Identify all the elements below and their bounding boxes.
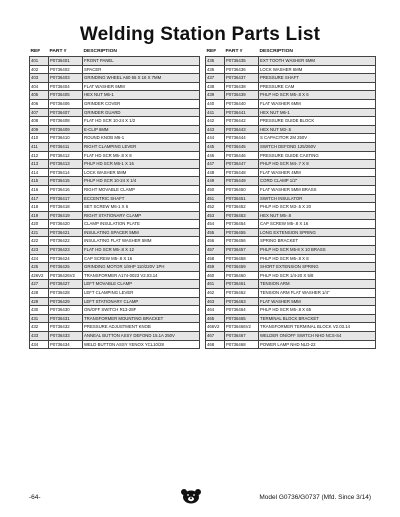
- ref-cell: 412: [30, 151, 49, 160]
- ref-cell: 443: [206, 125, 225, 134]
- description-cell: LEFT MOVABLE CLAMP: [83, 280, 200, 289]
- ref-cell: 463: [206, 297, 225, 306]
- ref-cell: 439: [206, 91, 225, 100]
- description-cell: LOCK WASHER 6MM: [259, 65, 376, 74]
- description-cell: LEFT CLAMPING LEVER: [83, 289, 200, 298]
- table-row: [30, 314, 200, 323]
- table-row: [206, 228, 376, 237]
- part-number-cell: P0736450: [225, 185, 259, 194]
- ref-cell: 408: [30, 117, 49, 126]
- ref-cell: 455: [206, 228, 225, 237]
- part-number-cell: P0736415: [49, 177, 83, 186]
- part-number-cell: P0736461: [225, 280, 259, 289]
- part-number-cell: P0736455: [225, 228, 259, 237]
- ref-cell: 468: [206, 340, 225, 349]
- table-row: [206, 254, 376, 263]
- part-number-cell: P0736440: [225, 99, 259, 108]
- ref-cell: 445: [206, 142, 225, 151]
- part-number-cell: P0736406: [49, 99, 83, 108]
- part-number-cell: P0736413: [49, 160, 83, 169]
- ref-cell: 423: [30, 246, 49, 255]
- description-cell: PHLP HD SCR 10-24 X 1/4: [83, 177, 200, 186]
- part-number-cell: P0736452: [225, 203, 259, 212]
- part-number-cell: P0736422: [49, 237, 83, 246]
- description-cell: INSULATING FLAT WASHER 5MM: [83, 237, 200, 246]
- description-cell: PHLP HD SCR 1/4-20 X 5/8: [259, 271, 376, 280]
- table-row: [30, 254, 200, 263]
- part-number-cell: P0736433: [49, 332, 83, 341]
- part-number-cell: P0736460: [225, 271, 259, 280]
- table-row: [206, 168, 376, 177]
- part-number-cell: P0736417: [49, 194, 83, 203]
- ref-cell: 414: [30, 168, 49, 177]
- table-row: [206, 211, 376, 220]
- description-cell: GRINDER GUARD: [83, 108, 200, 117]
- table-row: [206, 134, 376, 143]
- table-row: [30, 289, 200, 298]
- table-row: [206, 203, 376, 212]
- part-number-cell: P0736465: [225, 314, 259, 323]
- part-number-cell: P0736401: [49, 57, 83, 66]
- description-cell: SWITCH INSULATOR: [259, 194, 376, 203]
- ref-cell: 402: [30, 65, 49, 74]
- description-cell: GRINDING MOTOR 1/8HP 110/220V 1PH: [83, 263, 200, 272]
- description-cell: FLAT HD SCR M5-.8 X 12: [83, 246, 200, 255]
- part-number-cell: P0736423: [49, 246, 83, 255]
- part-number-cell: P0736463: [225, 297, 259, 306]
- part-number-cell: P0736419: [49, 211, 83, 220]
- ref-cell: 401: [30, 57, 49, 66]
- ref-cell: 464: [206, 306, 225, 315]
- ref-cell: 461: [206, 280, 225, 289]
- table-row: [30, 271, 200, 280]
- part-number-cell: P0736429: [49, 297, 83, 306]
- ref-cell: 420: [30, 220, 49, 229]
- ref-cell: 432: [30, 323, 49, 332]
- part-number-cell: P0736468: [225, 340, 259, 349]
- ref-cell: 427: [30, 280, 49, 289]
- part-number-cell: P0736408: [49, 117, 83, 126]
- table-row: [30, 306, 200, 315]
- description-cell: ANNEAL BUTTON ASSY DEFOND 15.1A 250V: [83, 332, 200, 341]
- part-number-cell: P0736437: [225, 74, 259, 83]
- table-row: [30, 82, 200, 91]
- footer-model: Model G0736/G0737 (Mfd. Since 3/14): [259, 494, 371, 501]
- description-cell: CAP SCREW M5-.8 X 16: [83, 254, 200, 263]
- description-cell: PHLP HD SCR M4-.7 X 8: [259, 160, 376, 169]
- part-number-cell: P0736456: [225, 237, 259, 246]
- table-row: [30, 160, 200, 169]
- description-cell: TERMINAL BLOCK BRACKET: [259, 314, 376, 323]
- part-number-cell: P0736454: [225, 220, 259, 229]
- part-number-cell: P0736428: [49, 289, 83, 298]
- ref-cell: 429: [30, 297, 49, 306]
- ref-cell: 438: [206, 82, 225, 91]
- description-cell: INSULATING SPACER 5MM: [83, 228, 200, 237]
- table-row: [30, 65, 200, 74]
- table-row: [206, 271, 376, 280]
- table-row: [30, 228, 200, 237]
- table-row: [30, 151, 200, 160]
- ref-cell: 447: [206, 160, 225, 169]
- description-cell: LONG EXTENSION SPRING: [259, 228, 376, 237]
- part-number-cell: P0736409: [49, 125, 83, 134]
- description-cell: TRANSFORMER A174-0023 V2.03.14: [83, 271, 200, 280]
- page-footer: [0, 488, 400, 504]
- table-row: [30, 323, 200, 332]
- ref-cell: 467: [206, 332, 225, 341]
- ref-cell: 403: [30, 74, 49, 83]
- ref-cell: 435: [206, 57, 225, 66]
- description-cell: FLAT WASHER 5MM: [259, 297, 376, 306]
- description-cell: ON/OFF SWITCH R13-28F: [83, 306, 200, 315]
- part-number-cell: P0736444: [225, 134, 259, 143]
- ref-column-header: REF: [30, 49, 41, 54]
- part-number-cell: P0736442: [225, 117, 259, 126]
- ref-cell: 456: [206, 237, 225, 246]
- ref-cell: 446: [206, 151, 225, 160]
- description-cell: HEX NUT M3-.5: [259, 125, 376, 134]
- table-row: [30, 263, 200, 272]
- table-row: [206, 125, 376, 134]
- ref-cell: 451: [206, 194, 225, 203]
- description-cell: SWITCH DEFOND 125/250V: [259, 142, 376, 151]
- description-cell: ECCENTRIC SHAFT: [83, 194, 200, 203]
- ref-cell: 434: [30, 340, 49, 349]
- table-row: [30, 332, 200, 341]
- ref-cell: 453: [206, 211, 225, 220]
- table-row: [30, 203, 200, 212]
- part-column-header: PART #: [225, 49, 243, 54]
- part-number-cell: P0736424: [49, 254, 83, 263]
- description-cell: FLAT WASHER 5MM BRASS: [259, 185, 376, 194]
- table-row: [206, 289, 376, 298]
- description-cell: S CAPACITOR 2M 250V: [259, 134, 376, 143]
- table-row: [206, 117, 376, 126]
- description-cell: GRINDER COVER: [83, 99, 200, 108]
- ref-cell: 405: [30, 91, 49, 100]
- description-cell: PRESSURE GUIDE BLOCK: [259, 117, 376, 126]
- part-number-cell: P0736446: [225, 151, 259, 160]
- ref-cell: 450: [206, 185, 225, 194]
- parts-tables: [29, 47, 374, 349]
- ref-cell: 457: [206, 246, 225, 255]
- part-number-cell: P0736467: [225, 332, 259, 341]
- table-row: [206, 323, 376, 332]
- description-cell: RIGHT STATIONARY CLAMP: [83, 211, 200, 220]
- table-row: [206, 177, 376, 186]
- ref-cell: 426V2: [30, 271, 49, 280]
- description-cell: CLAMP INSULATION PLATE: [83, 220, 200, 229]
- description-cell: LEFT STATIONARY CLAMP: [83, 297, 200, 306]
- table-row: [30, 91, 200, 100]
- table-row: [206, 332, 376, 341]
- table-row: [30, 340, 200, 349]
- table-row: [30, 237, 200, 246]
- part-number-cell: P0736445: [225, 142, 259, 151]
- description-cell: PHLP HD SCR M5-.8 X 8: [259, 254, 376, 263]
- table-row: [206, 297, 376, 306]
- description-cell: SET SCREW M6-1 X 6: [83, 203, 200, 212]
- ref-cell: 448: [206, 168, 225, 177]
- ref-cell: 424: [30, 254, 49, 263]
- description-cell: SPACER: [83, 65, 200, 74]
- description-cell: HEX NUT M6-1: [259, 108, 376, 117]
- table-row: [206, 237, 376, 246]
- description-cell: TENSION ARM FLAT WASHER 1/4": [259, 289, 376, 298]
- table-row: [30, 280, 200, 289]
- part-number-cell: P0736434: [49, 340, 83, 349]
- ref-cell: 442: [206, 117, 225, 126]
- ref-cell: 452: [206, 203, 225, 212]
- description-cell: ROUND KNOB M6-1: [83, 134, 200, 143]
- description-cell: FLAT HD SCR 10-24 X 1/2: [83, 117, 200, 126]
- description-cell: PHLP HD SCR M6-1 X 16: [83, 160, 200, 169]
- ref-cell: 425: [30, 263, 49, 272]
- description-column-header: DESCRIPTION: [83, 49, 117, 54]
- ref-cell: 458: [206, 254, 225, 263]
- table-row: [30, 177, 200, 186]
- part-number-cell: P0736438: [225, 82, 259, 91]
- ref-cell: 431: [30, 314, 49, 323]
- ref-cell: 407: [30, 108, 49, 117]
- table-row: [206, 99, 376, 108]
- ref-cell: 440: [206, 99, 225, 108]
- description-cell: HEX NUT M6-1: [83, 91, 200, 100]
- ref-cell: 465: [206, 314, 225, 323]
- ref-cell: 454: [206, 220, 225, 229]
- table-row: [30, 74, 200, 83]
- table-row: [30, 185, 200, 194]
- part-number-cell: P0736403: [49, 74, 83, 83]
- table-row: [30, 297, 200, 306]
- table-row: [206, 65, 376, 74]
- table-row: [206, 263, 376, 272]
- description-cell: FRONT PANEL: [83, 57, 200, 66]
- table-row: [30, 117, 200, 126]
- table-row: [30, 220, 200, 229]
- ref-cell: 449: [206, 177, 225, 186]
- part-number-cell: P0736404: [49, 82, 83, 91]
- part-number-cell: P0736436: [225, 65, 259, 74]
- table-row: [30, 168, 200, 177]
- description-cell: PHLP HD SCR M5-.8 X 65: [259, 306, 376, 315]
- part-number-cell: P0736426V2: [49, 271, 83, 280]
- parts-table-right-body: [206, 57, 376, 349]
- ref-cell: 436: [206, 65, 225, 74]
- description-cell: FLAT WASHER 6MM: [259, 99, 376, 108]
- table-row: [206, 57, 376, 66]
- description-cell: FLAT HD SCR M5-.8 X 8: [83, 151, 200, 160]
- table-row: [206, 142, 376, 151]
- part-number-cell: P0736447: [225, 160, 259, 169]
- part-number-cell: P0736418: [49, 203, 83, 212]
- description-cell: CAP SCREW M5-.8 X 16: [259, 220, 376, 229]
- ref-cell: 411: [30, 142, 49, 151]
- ref-cell: 410: [30, 134, 49, 143]
- description-cell: PHLP HD SCR M5-.8 X 6: [259, 91, 376, 100]
- description-cell: FLAT WASHER 6MM: [83, 82, 200, 91]
- ref-cell: 444: [206, 134, 225, 143]
- ref-cell: 433: [30, 332, 49, 341]
- table-row: [30, 99, 200, 108]
- ref-cell: 460: [206, 271, 225, 280]
- ref-cell: 459: [206, 263, 225, 272]
- ref-cell: 419: [30, 211, 49, 220]
- part-column-header: PART #: [49, 49, 67, 54]
- part-number-cell: P0736462: [225, 289, 259, 298]
- description-cell: PHLP HD SCR M5-8 X 10 BRASS: [259, 246, 376, 255]
- table-row: [30, 211, 200, 220]
- description-cell: EXT TOOTH WASHER 5MM: [259, 57, 376, 66]
- part-number-cell: P0736459: [225, 263, 259, 272]
- table-row: [206, 160, 376, 169]
- description-cell: SPRING BRACKET: [259, 237, 376, 246]
- description-cell: PRESSURE CAM: [259, 82, 376, 91]
- ref-cell: 404: [30, 82, 49, 91]
- ref-column-header: REF: [206, 49, 217, 54]
- description-cell: PRESSURE GUIDE CASTING: [259, 151, 376, 160]
- description-cell: E-CLIP 6MM: [83, 125, 200, 134]
- ref-cell: 441: [206, 108, 225, 117]
- part-number-cell: P0736430: [49, 306, 83, 315]
- part-number-cell: P0736414: [49, 168, 83, 177]
- ref-cell: 416: [30, 185, 49, 194]
- part-number-cell: P0736466V2: [225, 323, 259, 332]
- description-cell: PRESSURE SHAFT: [259, 74, 376, 83]
- description-cell: PRESSURE ADJUSTMENT KNOB: [83, 323, 200, 332]
- part-number-cell: P0736411: [49, 142, 83, 151]
- table-row: [206, 151, 376, 160]
- part-number-cell: P0736441: [225, 108, 259, 117]
- description-cell: POWER LAMP NHD NLD-22: [259, 340, 376, 349]
- table-row: [30, 57, 200, 66]
- ref-cell: 417: [30, 194, 49, 203]
- ref-cell: 418: [30, 203, 49, 212]
- ref-cell: 413: [30, 160, 49, 169]
- ref-cell: 406: [30, 99, 49, 108]
- table-row: [206, 220, 376, 229]
- parts-table-right: [205, 47, 376, 349]
- table-row: [206, 246, 376, 255]
- ref-cell: 466V2: [206, 323, 225, 332]
- description-cell: LOCK WASHER 5MM: [83, 168, 200, 177]
- page-title: Welding Station Parts List: [79, 24, 321, 45]
- table-header-row: [206, 47, 376, 57]
- part-number-cell: P0736439: [225, 91, 259, 100]
- table-row: [206, 82, 376, 91]
- table-row: [206, 314, 376, 323]
- table-row: [30, 108, 200, 117]
- description-cell: WELDER ON/OFF SWITCH NHD NCS-S4: [259, 332, 376, 341]
- table-row: [206, 185, 376, 194]
- part-number-cell: P0736443: [225, 125, 259, 134]
- bear-logo-icon: [180, 488, 202, 504]
- table-row: [206, 280, 376, 289]
- ref-cell: 430: [30, 306, 49, 315]
- part-number-cell: P0736432: [49, 323, 83, 332]
- description-cell: TENSION ARM: [259, 280, 376, 289]
- table-row: [30, 246, 200, 255]
- description-cell: TRANSFORMER TERMINAL BLOCK V2.03.14: [259, 323, 376, 332]
- description-cell: FLAT WASHER 4MM: [259, 168, 376, 177]
- table-row: [206, 108, 376, 117]
- table-row: [30, 194, 200, 203]
- ref-cell: 428: [30, 289, 49, 298]
- part-number-cell: P0736464: [225, 306, 259, 315]
- table-row: [30, 125, 200, 134]
- table-row: [30, 134, 200, 143]
- part-number-cell: P0736425: [49, 263, 83, 272]
- part-number-cell: P0736457: [225, 246, 259, 255]
- ref-cell: 462: [206, 289, 225, 298]
- ref-cell: 415: [30, 177, 49, 186]
- table-row: [206, 74, 376, 83]
- part-number-cell: P0736410: [49, 134, 83, 143]
- description-cell: TRANSFORMER MOUNTING BRACKET: [83, 314, 200, 323]
- description-column-header: DESCRIPTION: [259, 49, 293, 54]
- description-cell: RIGHT MOVABLE CLAMP: [83, 185, 200, 194]
- part-number-cell: P0736451: [225, 194, 259, 203]
- table-row: [206, 194, 376, 203]
- description-cell: GRINDING WHEEL A60 65 X 16 X 7MM: [83, 74, 200, 83]
- ref-cell: 421: [30, 228, 49, 237]
- part-number-cell: P0736435: [225, 57, 259, 66]
- description-cell: RIGHT CLAMPING LEVER: [83, 142, 200, 151]
- part-number-cell: P0736405: [49, 91, 83, 100]
- part-number-cell: P0736420: [49, 220, 83, 229]
- table-row: [30, 142, 200, 151]
- part-number-cell: P0736458: [225, 254, 259, 263]
- page-number: -64-: [29, 494, 41, 501]
- ref-cell: 422: [30, 237, 49, 246]
- description-cell: CORD CLAMP 1/2": [259, 177, 376, 186]
- part-number-cell: P0736421: [49, 228, 83, 237]
- description-cell: SHORT EXTENSION SPRING: [259, 263, 376, 272]
- part-number-cell: P0736416: [49, 185, 83, 194]
- part-number-cell: P0736453: [225, 211, 259, 220]
- parts-table-left-body: [30, 57, 200, 349]
- part-number-cell: P0736448: [225, 168, 259, 177]
- part-number-cell: P0736407: [49, 108, 83, 117]
- ref-cell: 409: [30, 125, 49, 134]
- part-number-cell: P0736431: [49, 314, 83, 323]
- table-row: [206, 340, 376, 349]
- part-number-cell: P0736449: [225, 177, 259, 186]
- description-cell: PHLP HD SCR M3-.5 X 20: [259, 203, 376, 212]
- ref-cell: 437: [206, 74, 225, 83]
- table-row: [206, 91, 376, 100]
- part-number-cell: P0736427: [49, 280, 83, 289]
- table-row: [206, 306, 376, 315]
- parts-table-left: [29, 47, 200, 349]
- description-cell: HEX NUT M5-.8: [259, 211, 376, 220]
- description-cell: WELD BUTTON ASSY YENOX YCL10/28: [83, 340, 200, 349]
- part-number-cell: P0736412: [49, 151, 83, 160]
- table-header-row: [30, 47, 200, 57]
- part-number-cell: P0736402: [49, 65, 83, 74]
